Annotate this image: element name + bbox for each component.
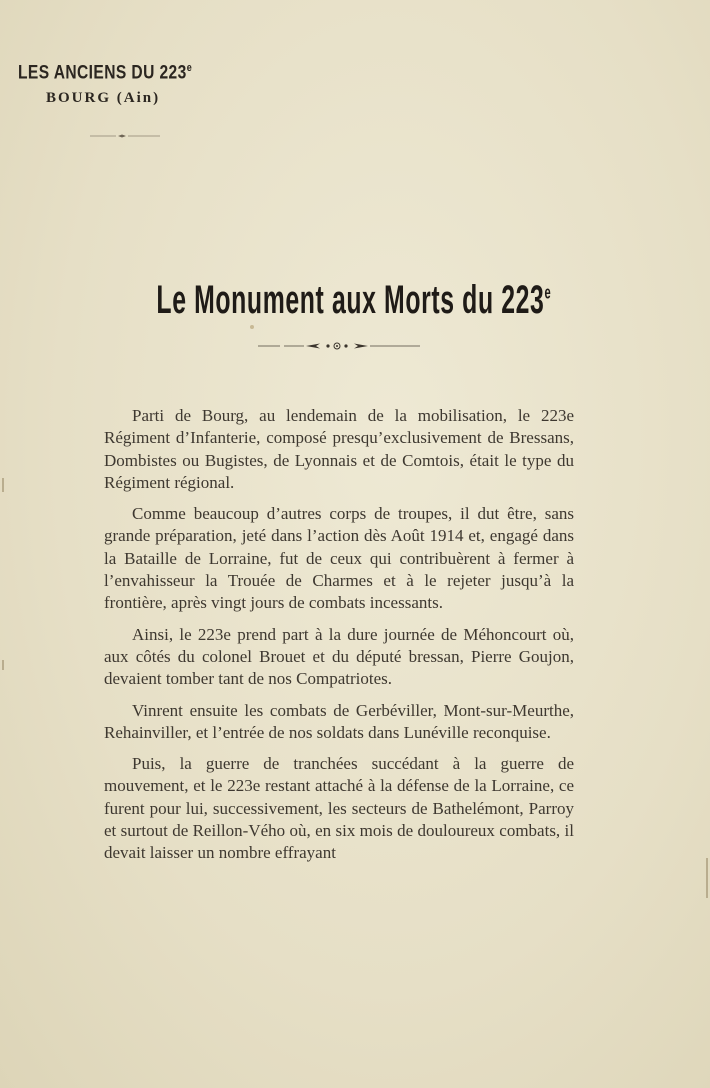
paragraph: Ainsi, le 223e prend part à la dure journée de Méhoncourt où, aux côtés du colonel Brouet et du député bressan, Pierre Goujon, devaient tomber tant de nos Compatriotes.: [104, 624, 574, 689]
organization-name-superscript: e: [186, 62, 193, 74]
letterhead: [18, 62, 230, 107]
left-edge-mark: [2, 478, 4, 492]
title-ornament-icon: [258, 340, 420, 352]
paragraph: Puis, la guerre de tranchées succédant à la guerre de mouvement, et le 223e restant attaché à la défense de la Lorraine, ce furent pour lui, successivement, les secteurs de Bathelémont, Parroy et surtout de Reillon-Vého où, en six mois de douloureux combats, il devait laisser un nombre effrayant: [104, 754, 574, 863]
right-edge-mark: [706, 858, 708, 898]
header-ornament-icon: [90, 134, 160, 138]
city-line: BOURG (Ain): [46, 90, 161, 107]
stray-dot: [250, 325, 254, 329]
organization-name-text: LES ANCIENS DU 223: [18, 62, 187, 84]
page-title: [134, 278, 574, 323]
paragraph: Parti de Bourg, au lendemain de la mobilisation, le 223e Régiment d’Infanterie, composé presqu’exclusivement de Bressans, Dombistes ou Bugistes, de Lyonnais et de Comtois, était le type du Régiment régional.: [104, 406, 574, 492]
page-title-text: Le Monument aux Morts du 223: [156, 278, 545, 322]
organization-name: [18, 62, 192, 84]
left-edge-mark: [2, 660, 4, 670]
body-text: [104, 405, 574, 865]
paragraph: Vinrent ensuite les combats de Gerbéviller, Mont-sur-Meurthe, Rehainviller, et l’entrée de nos soldats dans Lunéville reconquise.: [104, 700, 574, 742]
paragraph: Comme beaucoup d’autres corps de troupes, il dut être, sans grande préparation, jeté dans l’action dès Août 1914 et, engagé dans la Bataille de Lorraine, fut de ceux qui contribuèrent à fermer à l’envahisseur la Trouée de Charmes et à le rejeter jusqu’à la frontière, après vingt jours de combats incessants.: [104, 504, 574, 613]
page-title-superscript: e: [544, 282, 552, 303]
